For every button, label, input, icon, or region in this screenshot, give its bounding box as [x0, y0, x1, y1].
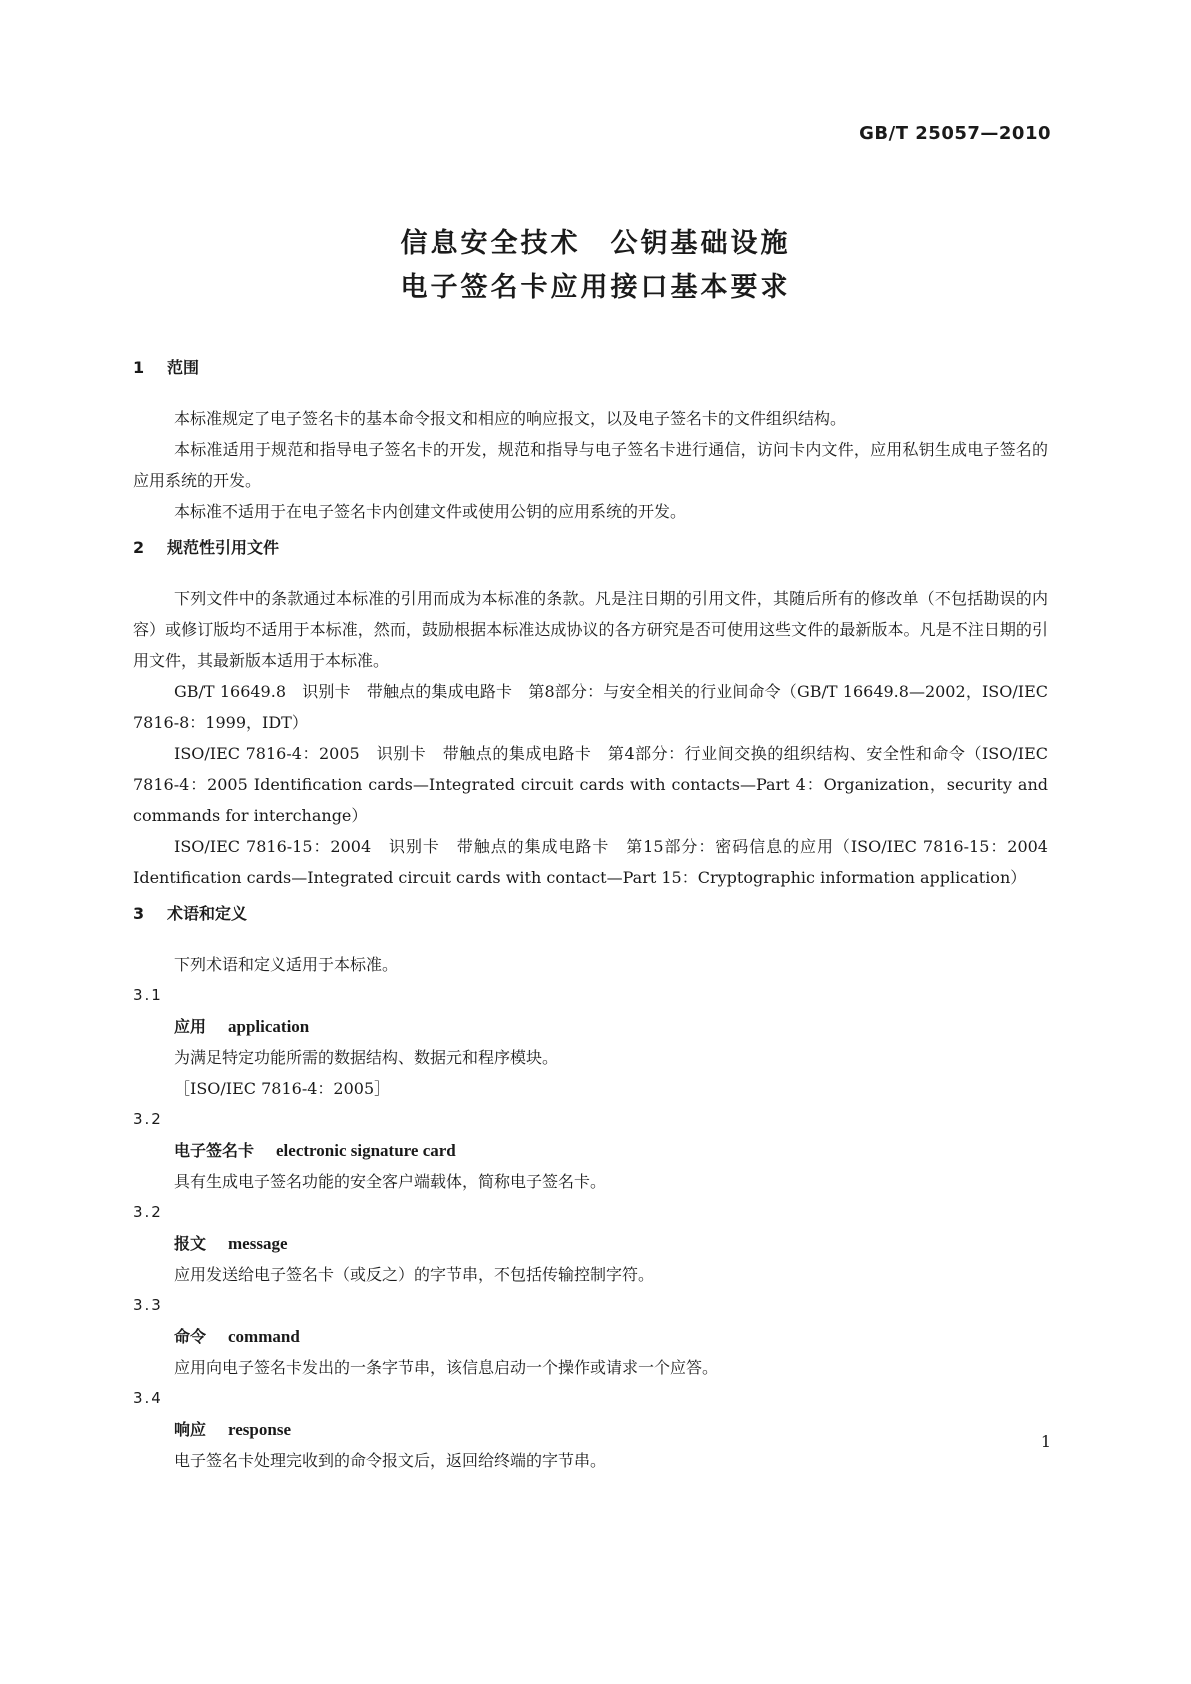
term-definition: 为满足特定功能所需的数据结构、数据元和程序模块。	[174, 1048, 559, 1067]
paragraph: 下列术语和定义适用于本标准。	[174, 955, 399, 974]
section-number: 1	[133, 358, 145, 377]
section-title: 范围	[167, 358, 200, 377]
term-number: 3.2	[133, 1110, 163, 1128]
document-body	[133, 357, 1048, 1476]
section-number: 2	[133, 538, 145, 557]
paragraph: 下列文件中的条款通过本标准的引用而成为本标准的条款。凡是注日期的引用文件，其随后所有的修改单（不包括勘误的内容）或修订版均不适用于本标准，然而，鼓励根据本标准达成协议的各方研究是否可使用这些文件的最新版本。凡是不注日期的引用文件，其最新版本适用于本标准。	[133, 589, 1048, 670]
title-line-1: 信息安全技术 公钥基础设施	[400, 228, 791, 259]
term-number: 3.1	[133, 986, 163, 1004]
term-chinese: 电子签名卡	[174, 1141, 255, 1160]
term-chinese: 报文	[174, 1234, 207, 1253]
term-source: ［ISO/IEC 7816-4：2005］	[174, 1079, 391, 1098]
term-definition: 应用发送给电子签名卡（或反之）的字节串，不包括传输控制字符。	[174, 1265, 655, 1284]
term-number: 3.3	[133, 1296, 163, 1314]
term-entry	[133, 1321, 1048, 1352]
term-english: message	[228, 1234, 288, 1253]
term-entry	[133, 1414, 1048, 1445]
term-definition: 具有生成电子签名功能的安全客户端载体，简称电子签名卡。	[174, 1172, 607, 1191]
section-title: 术语和定义	[167, 904, 248, 923]
reference-entry: ISO/IEC 7816-4：2005 识别卡 带触点的集成电路卡 第4部分：行业间交换的组织结构、安全性和命令（ISO/IEC 7816-4：2005 Identification cards—Integrated circuit cards with contacts—Part 4：Organization，security and commands for interchange）	[133, 744, 1048, 825]
term-definition: 应用向电子签名卡发出的一条字节串，该信息启动一个操作或请求一个应答。	[174, 1358, 719, 1377]
section-heading-terms	[133, 903, 1048, 925]
section-number: 3	[133, 904, 145, 923]
reference-entry: ISO/IEC 7816-15：2004 识别卡 带触点的集成电路卡 第15部分：密码信息的应用（ISO/IEC 7816-15：2004 Identification cards—Integrated circuit cards with contact—Part 15：Cryptographic information application）	[133, 837, 1048, 887]
term-definition: 电子签名卡处理完收到的命令报文后，返回给终端的字节串。	[174, 1451, 607, 1470]
term-entry	[133, 1135, 1048, 1166]
section-heading-normative-references	[133, 537, 1048, 559]
term-chinese: 响应	[174, 1420, 207, 1439]
term-entry	[133, 1011, 1048, 1042]
title-line-2: 电子签名卡应用接口基本要求	[400, 272, 791, 303]
paragraph: 本标准适用于规范和指导电子签名卡的开发，规范和指导与电子签名卡进行通信，访问卡内文件，应用私钥生成电子签名的应用系统的开发。	[133, 440, 1048, 490]
term-english: application	[228, 1017, 310, 1036]
term-number: 3.4	[133, 1389, 163, 1407]
page-number: 1	[1040, 1432, 1051, 1451]
term-number: 3.2	[133, 1203, 163, 1221]
paragraph: 本标准规定了电子签名卡的基本命令报文和相应的响应报文，以及电子签名卡的文件组织结构。	[174, 409, 847, 428]
paragraph: 本标准不适用于在电子签名卡内创建文件或使用公钥的应用系统的开发。	[174, 502, 687, 521]
term-entry	[133, 1228, 1048, 1259]
reference-entry: GB/T 16649.8 识别卡 带触点的集成电路卡 第8部分：与安全相关的行业间命令（GB/T 16649.8—2002，ISO/IEC 7816-8：1999，IDT）	[133, 682, 1048, 732]
term-chinese: 应用	[174, 1017, 207, 1036]
standard-code: GB/T 25057—2010	[859, 123, 1051, 144]
section-title: 规范性引用文件	[167, 538, 280, 557]
term-chinese: 命令	[174, 1327, 207, 1346]
term-english: electronic signature card	[276, 1141, 456, 1160]
section-heading-scope	[133, 357, 1048, 379]
term-english: command	[228, 1327, 300, 1346]
document-title	[0, 222, 1191, 310]
term-english: response	[228, 1420, 291, 1439]
